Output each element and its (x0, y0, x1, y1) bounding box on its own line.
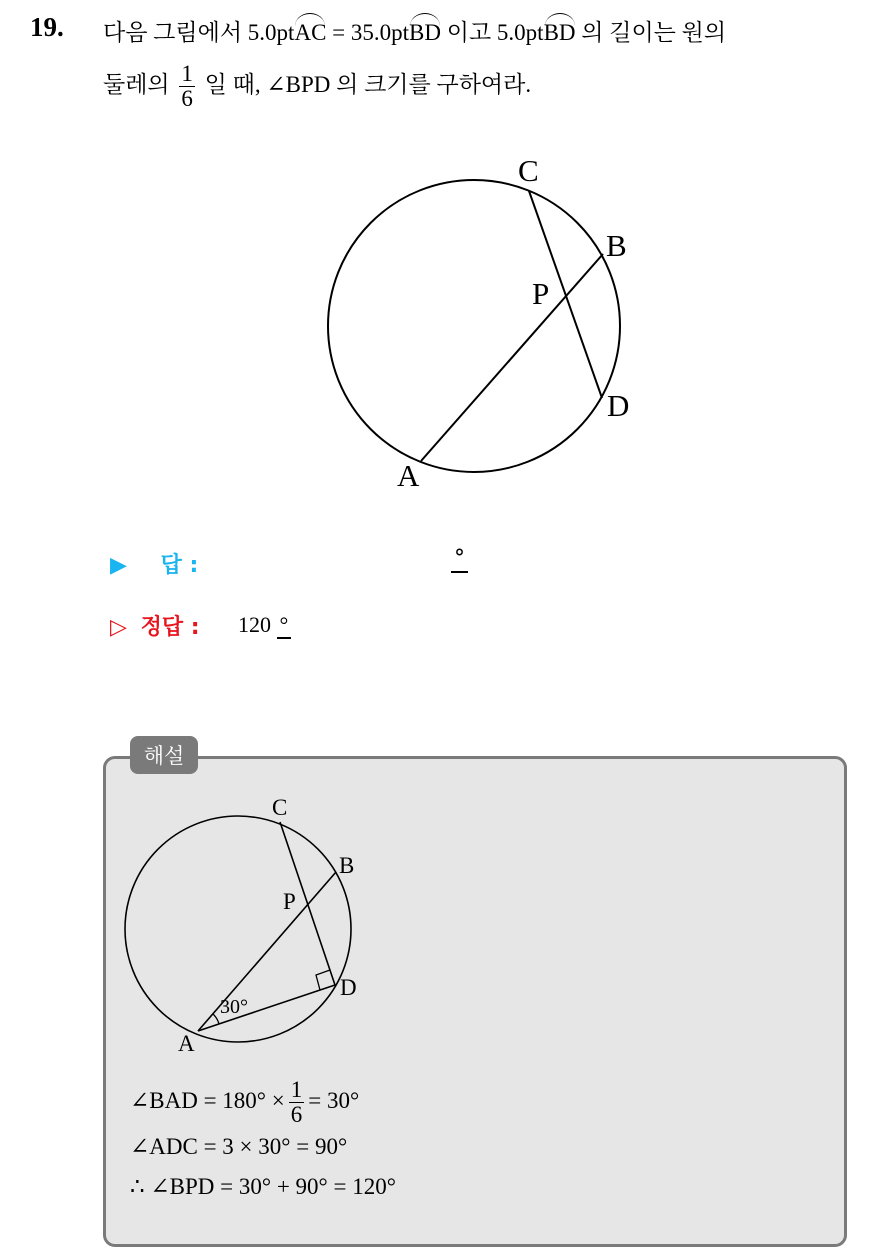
correct-value: 120 (238, 612, 271, 637)
question-number: 19. (30, 12, 64, 42)
solution-label-c: C (272, 795, 288, 820)
label-a: A (397, 458, 420, 493)
solution-label-a: A (178, 1031, 195, 1056)
fraction-denominator: 6 (290, 1102, 303, 1128)
solution-equation-3: ∴ ∠BPD = 30° + 90° = 120° (130, 1174, 396, 1199)
correct-unit: ° (277, 612, 292, 639)
solution-equation-1 (130, 1078, 359, 1127)
label-d: D (607, 388, 630, 423)
fraction-numerator: 1 (181, 61, 193, 86)
solution-label-d: D (340, 975, 357, 1000)
equation-part: = 30° (308, 1087, 360, 1113)
arc-bd: BD (409, 20, 441, 45)
question-text-part: = 35.0pt (326, 20, 410, 45)
arc-ac: AC (294, 20, 327, 45)
question-text-part: 일 때, ∠BPD 의 크기를 구하여라. (198, 71, 532, 97)
solution-label-b: B (339, 853, 355, 878)
fraction-numerator: 1 (290, 1077, 303, 1102)
question-text-part: 의 길이는 원의 (575, 20, 727, 45)
angle-arc (213, 1014, 219, 1024)
question-text-part: 이고 5.0pt (440, 20, 544, 45)
question-text-part: 다음 그림에서 5.0pt (103, 20, 295, 45)
solution-angle-label: 30° (220, 996, 248, 1018)
correct-arrow-icon: ▷ (110, 615, 127, 640)
solution-label-p: P (283, 889, 296, 914)
equation-part: ∠BAD = 180° × (130, 1087, 285, 1113)
solution-tab: 해설 (130, 736, 198, 774)
label-b: B (606, 228, 627, 263)
correct-label: 정답 : (140, 615, 200, 640)
answer-label: 답 : (160, 553, 199, 578)
arc-bd: BD (543, 20, 576, 45)
fraction-denominator: 6 (181, 86, 193, 112)
solution-equation-2: ∠ADC = 3 × 30° = 90° (130, 1134, 348, 1159)
equation-fraction (289, 1078, 305, 1127)
question-text-part: 둘레의 (103, 71, 170, 97)
label-p: P (532, 276, 550, 311)
answer-arrow-icon: ▶ (110, 553, 127, 578)
label-c: C (518, 153, 539, 188)
answer-unit: ° (451, 546, 468, 573)
